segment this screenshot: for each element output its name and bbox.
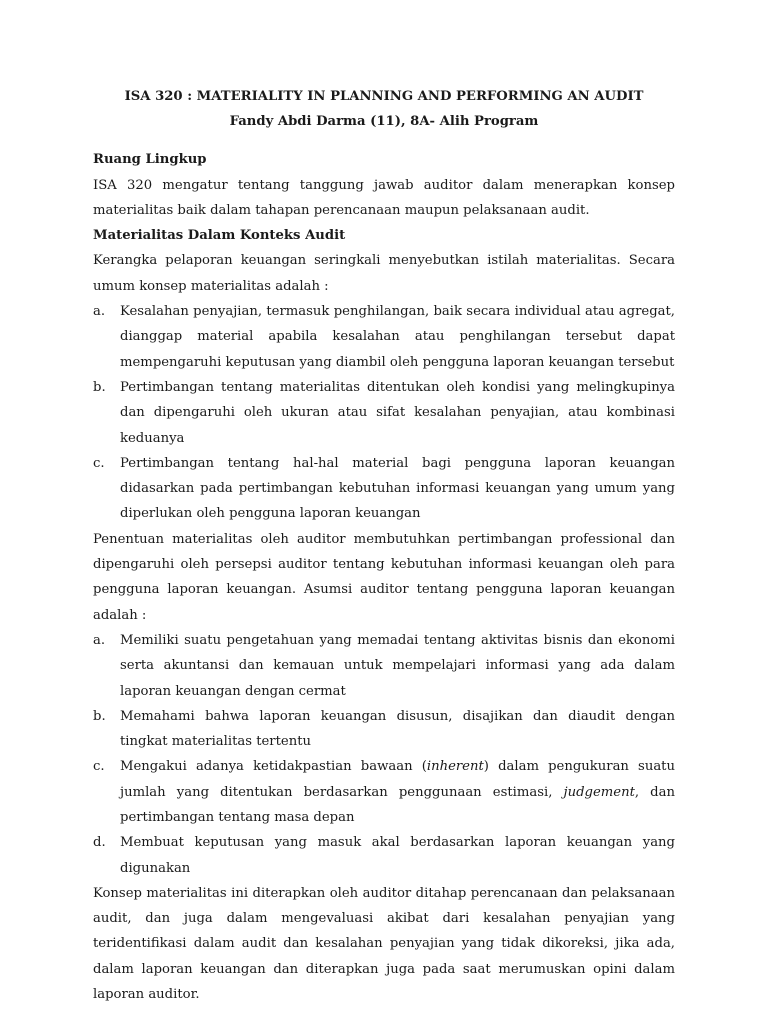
list-marker: c. (93, 455, 105, 471)
list-item (93, 375, 675, 451)
emphasized-term-inherent: inherent (426, 759, 484, 775)
scope-heading: Ruang Lingkup (93, 152, 207, 168)
list-item (93, 830, 675, 881)
list-item (93, 628, 675, 704)
list-item-text: Memahami bahwa laporan keuangan disusun, disajikan dan diaudit dengan tingkat materialitas tertentu (120, 708, 675, 750)
list-item (93, 754, 675, 830)
scope-paragraph: ISA 320 mengatur tentang tanggung jawab auditor dalam menerapkan konsep materialitas baik dalam tahapan perencanaan maupun pelaksanaan audit. (93, 177, 675, 218)
list-item-text: Pertimbangan tentang hal-hal material bagi pengguna laporan keuangan didasarkan pada pertimbangan kebutuhan informasi keuangan yang umum yang diperlukan oleh pengguna laporan keuangan (120, 455, 675, 522)
list-item-text-part: ) dalam pengukuran suatu jumlah yang ditentukan berdasarkan penggunaan estimasi, (120, 759, 675, 800)
context-heading: Materialitas Dalam Konteks Audit (93, 228, 346, 244)
document-page (93, 84, 675, 1007)
list-item-text: Memiliki suatu pengetahuan yang memadai tentang aktivitas bisnis dan ekonomi serta akuntansi dan kemauan untuk mempelajari informasi yang ada dalam laporan keuangan dengan cermat (120, 632, 675, 699)
list-item (93, 451, 675, 527)
document-author: Fandy Abdi Darma (11), 8A- Alih Program (229, 114, 539, 130)
list-marker: b. (93, 379, 106, 395)
list-item-text: Kesalahan penyajian, termasuk penghilangan, baik secara individual atau agregat, dianggap material apabila kesalahan atau penghilangan tersebut dapat mempengaruhi keputusan yang diambil oleh pengguna laporan keuangan tersebut (120, 304, 675, 370)
list-marker: d. (93, 835, 106, 851)
materiality-concept-list (93, 299, 675, 527)
list-marker: b. (93, 708, 106, 724)
list-item-text-part: , dan pertimbangan tentang masa depan (120, 784, 675, 825)
document-title: ISA 320 : MATERIALITY IN PLANNING AND PERFORMING AN AUDIT (124, 89, 644, 104)
context-intro-paragraph: Kerangka pelaporan keuangan seringkali menyebutkan istilah materialitas. Secara umum konsep materialitas adalah : (93, 253, 675, 294)
user-assumptions-list (93, 628, 675, 881)
closing-paragraph: Konsep materialitas ini diterapkan oleh auditor ditahap perencanaan dan pelaksanaan audit, dan juga dalam mengevaluasi akibat dari kesalahan penyajian yang teridentifikasi dalam audit dan kesalahan penyajian yang tidak dikoreksi, jika ada, dalam laporan keuangan dan diterapkan juga pada saat merumuskan opini dalam laporan auditor. (93, 885, 675, 1003)
list-marker: a. (93, 304, 106, 320)
list-item (93, 299, 675, 375)
list-item-text: Pertimbangan tentang materialitas ditentukan oleh kondisi yang melingkupinya dan dipengaruhi oleh ukuran atau sifat kesalahan penyajian, atau kombinasi keduanya (120, 379, 675, 446)
emphasized-term-judgement: judgement (563, 784, 635, 800)
determination-paragraph: Penentuan materialitas oleh auditor membutuhkan pertimbangan professional dan dipengaruhi oleh persepsi auditor tentang kebutuhan informasi keuangan oleh para pengguna laporan keuangan. Asumsi auditor tentang pengguna laporan keuangan adalah : (93, 531, 675, 623)
list-marker: a. (93, 632, 106, 648)
list-item-text-part: Mengakui adanya ketidakpastian bawaan ( (120, 759, 427, 775)
list-item-text: Membuat keputusan yang masuk akal berdasarkan laporan keuangan yang digunakan (120, 835, 675, 876)
list-item (93, 704, 675, 755)
list-marker: c. (93, 759, 105, 775)
